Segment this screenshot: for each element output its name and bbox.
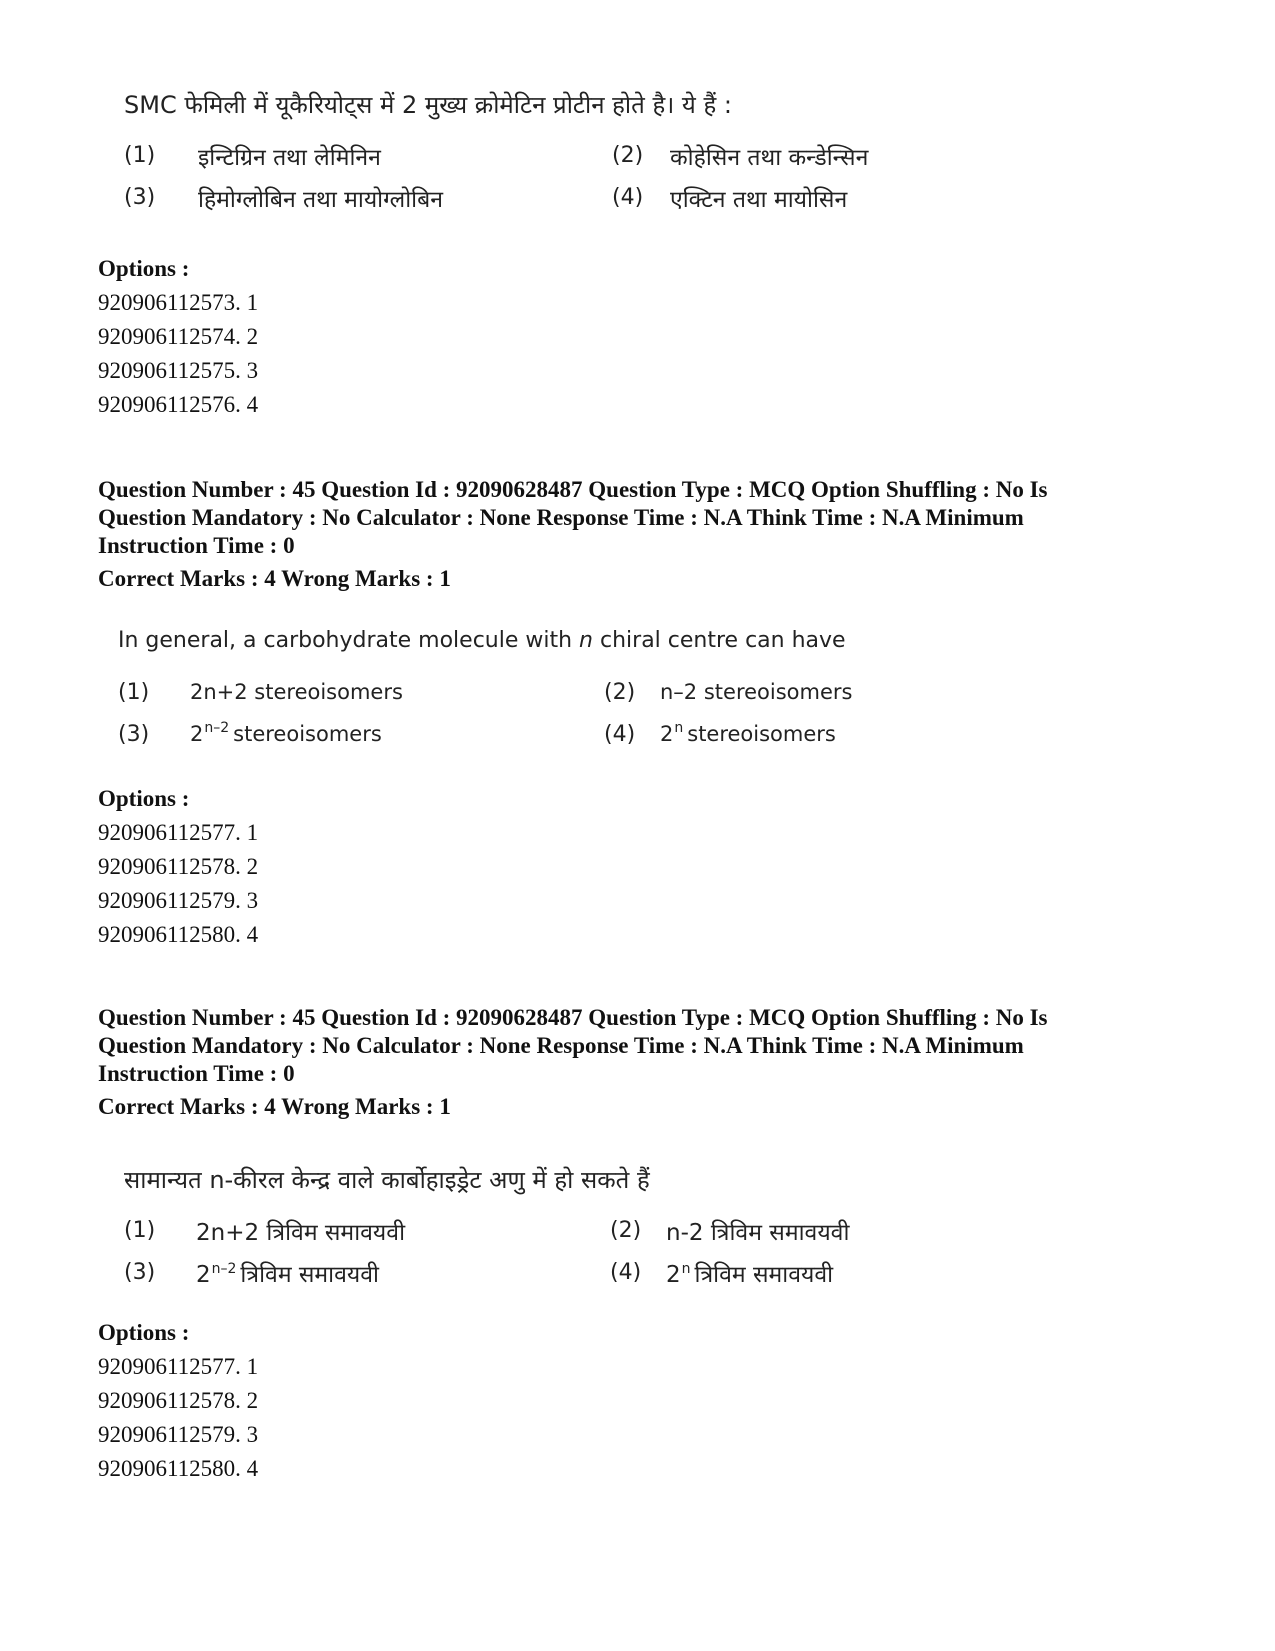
choice-label: stereoisomers <box>233 722 382 746</box>
option-id-row: 920906112578. 2 <box>98 1388 259 1413</box>
base: 2 <box>666 1262 681 1288</box>
choice-number: (3) <box>124 1260 156 1285</box>
exponent: n <box>674 720 684 736</box>
choice-text: 2n+2 त्रिविम समावयवी <box>196 1220 406 1246</box>
choice-label: त्रिविम समावयवी <box>694 1262 834 1288</box>
base: 2 <box>196 1262 211 1288</box>
exponent: n–2 <box>211 1261 237 1277</box>
choice-text <box>190 722 382 746</box>
choice-text <box>660 722 836 746</box>
marks-line: Correct Marks : 4 Wrong Marks : 1 <box>98 1094 451 1119</box>
choice-number: (1) <box>118 680 150 705</box>
meta-line: Instruction Time : 0 <box>98 533 295 558</box>
exponent: n–2 <box>204 720 230 736</box>
choice-text <box>666 1257 833 1289</box>
options-heading: Options : <box>98 786 190 811</box>
meta-line: Question Mandatory : No Calculator : None Response Time : N.A Think Time : N.A Minimum <box>98 1033 1024 1058</box>
choice-text: कोहेसिन तथा कन्डेन्सिन <box>670 145 869 171</box>
choice-number: (4) <box>610 1260 642 1285</box>
question-stem <box>118 628 846 653</box>
stem-variable: n <box>579 628 593 653</box>
option-id-row: 920906112575. 3 <box>98 358 259 383</box>
choice-text <box>196 1257 379 1289</box>
options-heading: Options : <box>98 1320 190 1345</box>
option-id-row: 920906112579. 3 <box>98 888 259 913</box>
choice-text: हिमोग्लोबिन तथा मायोग्लोबिन <box>198 187 444 213</box>
meta-line: Question Number : 45 Question Id : 92090628487 Question Type : MCQ Option Shuffling : No Is <box>98 1005 1048 1030</box>
choice-text: इन्टिग्रिन तथा लेमिनिन <box>198 145 381 171</box>
option-id-row: 920906112573. 1 <box>98 290 259 315</box>
question-meta <box>98 1004 1208 1088</box>
choice-number: (3) <box>118 722 150 747</box>
choice-text: n-2 त्रिविम समावयवी <box>666 1220 850 1246</box>
option-id-row: 920906112577. 1 <box>98 820 259 845</box>
option-id-row: 920906112576. 4 <box>98 392 259 417</box>
meta-line: Instruction Time : 0 <box>98 1061 295 1086</box>
choice-text: 2n+2 stereoisomers <box>190 680 403 704</box>
question-stem: SMC फेमिली में यूकैरियोट्स में 2 मुख्य क्रोमेटिन प्रोटीन होते है। ये हैं : <box>124 91 732 119</box>
meta-line: Question Number : 45 Question Id : 92090628487 Question Type : MCQ Option Shuffling : No Is <box>98 477 1048 502</box>
question-meta <box>98 476 1208 560</box>
options-heading: Options : <box>98 256 190 281</box>
base: 2 <box>660 722 674 746</box>
meta-line: Question Mandatory : No Calculator : None Response Time : N.A Think Time : N.A Minimum <box>98 505 1024 530</box>
option-id-row: 920906112579. 3 <box>98 1422 259 1447</box>
choice-number: (1) <box>124 143 156 168</box>
choice-number: (2) <box>612 143 644 168</box>
choice-number: (4) <box>612 185 644 210</box>
base: 2 <box>190 722 204 746</box>
option-id-row: 920906112580. 4 <box>98 1456 259 1481</box>
choice-number: (4) <box>604 722 636 747</box>
choice-text: एक्टिन तथा मायोसिन <box>670 187 848 213</box>
exponent: n <box>681 1261 691 1277</box>
choice-label: त्रिविम समावयवी <box>240 1262 380 1288</box>
option-id-row: 920906112580. 4 <box>98 922 259 947</box>
choice-text: n–2 stereoisomers <box>660 680 853 704</box>
option-id-row: 920906112578. 2 <box>98 854 259 879</box>
marks-line: Correct Marks : 4 Wrong Marks : 1 <box>98 566 451 591</box>
choice-number: (1) <box>124 1218 156 1243</box>
option-id-row: 920906112574. 2 <box>98 324 259 349</box>
choice-number: (2) <box>604 680 636 705</box>
choice-number: (2) <box>610 1218 642 1243</box>
choice-label: stereoisomers <box>687 722 836 746</box>
option-id-row: 920906112577. 1 <box>98 1354 259 1379</box>
stem-part: chiral centre can have <box>593 628 846 653</box>
question-stem: सामान्यत n-कीरल केन्द्र वाले कार्बोहाइड्रेट अणु में हो सकते हैं <box>124 1166 650 1194</box>
choice-number: (3) <box>124 185 156 210</box>
stem-part: In general, a carbohydrate molecule with <box>118 628 580 653</box>
